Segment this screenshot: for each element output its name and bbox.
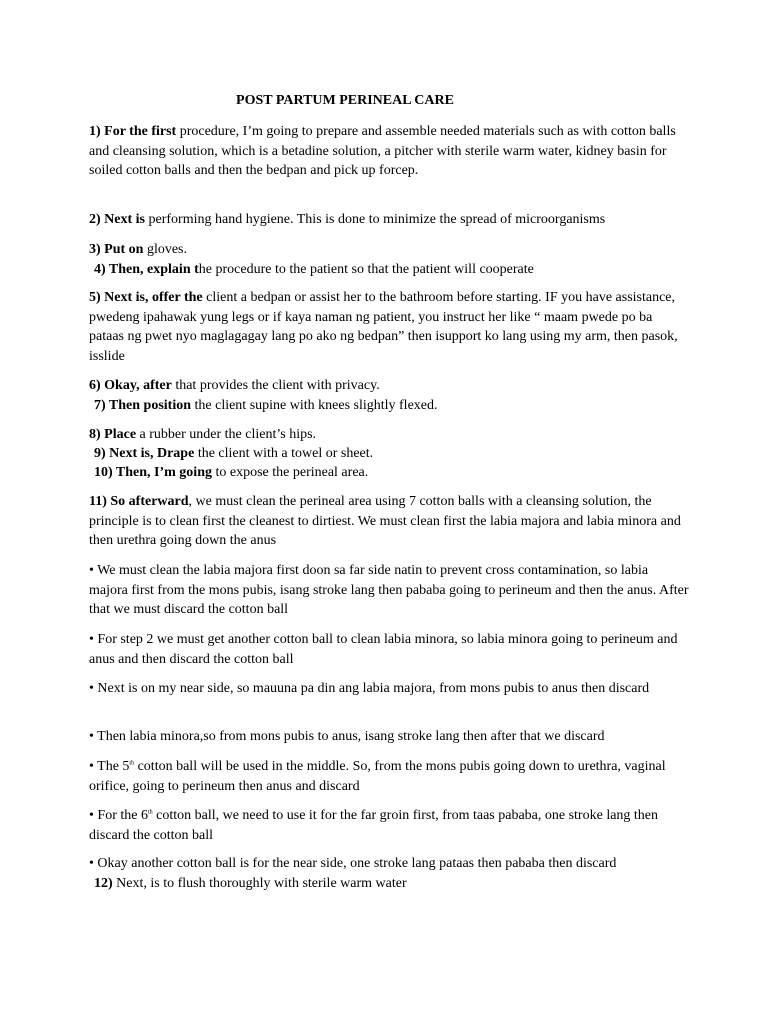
step-5-lead: 5) Next is, offer the [89, 290, 203, 305]
step-4-text: he procedure to the patient so that the patient will cooperate [198, 262, 534, 277]
step-2-lead: 2) Next is [89, 212, 145, 227]
step-9-text: the client with a towel or sheet. [194, 446, 374, 461]
bullet-4-text: • Then labia minora,so from mons pubis to anus, isang stroke lang then after that we discard [89, 729, 605, 744]
step-6 [89, 376, 689, 396]
bullet-5-ordinal: th [129, 760, 135, 767]
step-3 [89, 240, 689, 260]
step-6-text: that provides the client with privacy. [171, 378, 380, 393]
step-3-lead: 3) Put on [89, 242, 144, 257]
step-2-text: performing hand hygiene. This is done to minimize the spread of microorganisms [145, 212, 606, 227]
step-10-lead: 10) Then, I’m going [94, 465, 212, 480]
bullet-6-ordinal: th [147, 809, 153, 816]
step-2 [89, 210, 689, 230]
step-7 [89, 396, 694, 416]
bullet-5 [89, 757, 689, 796]
step-1-lead: 1) For the first [89, 124, 177, 139]
step-12-text: Next, is to flush thoroughly with sterile warm water [112, 876, 407, 891]
bullet-6 [89, 806, 689, 845]
step-4 [89, 260, 694, 280]
document-title: POST PARTUM PERINEAL CARE [236, 93, 454, 108]
bullet-6-text: cotton ball, we need to use it for the far groin first, from taas pababa, one stroke lang then discard the cotton ball [89, 808, 659, 843]
step-5 [89, 288, 689, 366]
bullet-5-text: cotton ball will be used in the middle. So, from the mons pubis going down to urethra, vaginal orifice, going to perineum then anus and discard [89, 759, 666, 794]
bullet-1 [89, 561, 689, 620]
bullet-2 [89, 630, 689, 669]
step-3-text: gloves. [143, 242, 188, 257]
step-11-text: , we must clean the perineal area using 7 cotton balls with a cleansing solution, the principle is to clean first the cleanest to dirtiest. We must clean first the labia majora and labia minora and then urethra going down the anus [89, 494, 681, 549]
step-12-lead: 12) [94, 876, 113, 891]
step-7-text: the client supine with knees slightly flexed. [191, 398, 438, 413]
step-10 [89, 463, 694, 483]
bullet-2-text: • For step 2 we must get another cotton ball to clean labia minora, so labia minora going to perineum and anus and then discard the cotton ball [89, 632, 678, 667]
step-8-text: a rubber under the client’s hips. [136, 427, 317, 442]
step-8 [89, 425, 689, 445]
step-1 [89, 122, 689, 181]
bullet-4 [89, 727, 689, 747]
step-1-text: procedure, I’m going to prepare and assemble needed materials such as with cotton balls and cleansing solution, which is a betadine solution, a pitcher with sterile warm water, kidney basin for soiled cotton balls and then the bedpan and pick up forcep. [89, 124, 676, 179]
step-11 [89, 492, 689, 551]
bullet-6-pre: • For the 6 [89, 808, 148, 823]
bullet-7-text: • Okay another cotton ball is for the near side, one stroke lang pataas then pababa then discard [89, 856, 617, 871]
step-4-lead: 4) Then, explain t [94, 262, 199, 277]
step-7-lead: 7) Then position [94, 398, 191, 413]
step-12 [89, 874, 694, 894]
bullet-3-text: • Next is on my near side, so mauuna pa din ang labia majora, from mons pubis to anus then discard [89, 681, 650, 696]
bullet-5-pre: • The 5 [89, 759, 130, 774]
bullet-1-text: • We must clean the labia majora first doon sa far side natin to prevent cross contamination, so labia majora first from the mons pubis, isang stroke lang then pababa going to perineum and then the anus. After that we must discard the cotton ball [89, 563, 689, 618]
bullet-7 [89, 854, 689, 874]
step-5-text: client a bedpan or assist her to the bathroom before starting. IF you have assistance, pwedeng ipahawak yung legs or if kaya naman ng patient, you instruct her like “ maam pwede po ba pataas ng pwet nyo maglagagay lang po ako ng bedpan” then isupport ko lang using my arm, then pasok, isslide [89, 290, 678, 364]
step-10-text: to expose the perineal area. [211, 465, 369, 480]
bullet-3 [89, 679, 689, 699]
step-6-lead: 6) Okay, after [89, 378, 172, 393]
step-9-lead: 9) Next is, Drape [94, 446, 195, 461]
step-11-lead: 11) So afterward [89, 494, 189, 509]
step-8-lead: 8) Place [89, 427, 137, 442]
step-9 [89, 444, 694, 464]
